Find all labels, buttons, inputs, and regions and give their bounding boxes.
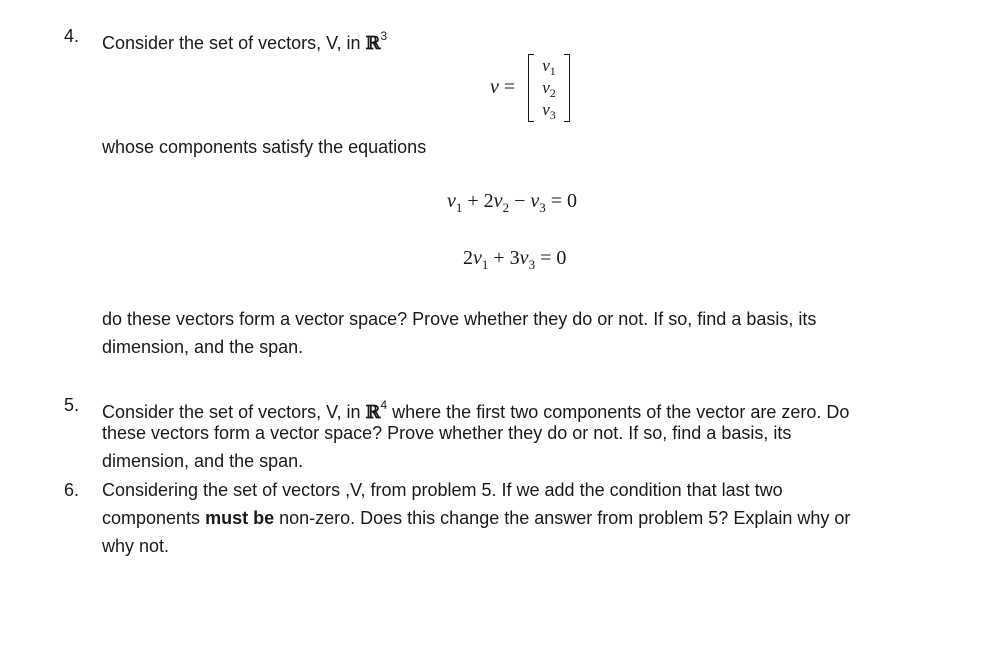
real-space-symbol: ℝ xyxy=(365,33,381,54)
problem-5-line-1-post: where the first two components of the vector are zero. Do xyxy=(387,402,850,422)
real-space-exponent: 4 xyxy=(380,398,388,412)
eq2-var: v xyxy=(473,247,482,269)
matrix-entry-index: 2 xyxy=(549,86,556,100)
eq1-sub: 1 xyxy=(455,200,463,215)
eq2-coef: 2 xyxy=(463,247,473,269)
eq1-var: v xyxy=(530,190,540,212)
problem-6-line-3: why not. xyxy=(102,536,170,556)
matrix-entry-index: 1 xyxy=(549,64,556,78)
matrix-entry-index: 3 xyxy=(549,108,556,122)
problem-6-line-2-post: non-zero. Does this change the answer from problem 5? Explain why or xyxy=(274,508,851,528)
problem-6-line-2-pre: components xyxy=(102,508,206,528)
eq1-var: v xyxy=(447,190,456,212)
problem-4-question-line-2: dimension, and the span. xyxy=(102,337,304,357)
eq1-sub: 3 xyxy=(539,200,546,215)
matrix-entry xyxy=(534,100,564,125)
matrix-entry-symbol: v xyxy=(542,100,550,119)
eq2-sub: 1 xyxy=(481,257,489,272)
problem-6-emphasis: must be xyxy=(205,508,275,528)
problem-6-line-2 xyxy=(102,504,850,532)
problem-6-line-1: Considering the set of vectors ,V, from problem 5. If we add the condition that last two xyxy=(102,480,783,500)
vector-definition-lhs xyxy=(490,76,515,99)
eq2-sub: 3 xyxy=(528,257,536,272)
eq1-op: − xyxy=(509,190,531,212)
matrix-right-bracket xyxy=(564,54,570,122)
problem-4-intro-text: Consider the set of vectors, V, in xyxy=(102,33,366,53)
problem-5-line-1-pre: Consider the set of vectors, V, in xyxy=(102,402,366,422)
problem-5-line-2: these vectors form a vector space? Prove whether they do or not. If so, find a basis, its xyxy=(102,423,792,443)
eq1-rhs: = 0 xyxy=(545,190,578,212)
equation-1 xyxy=(447,190,577,216)
vector-symbol: v xyxy=(490,76,499,98)
problem-5-number: 5. xyxy=(64,395,80,415)
real-space-exponent: 3 xyxy=(380,29,388,43)
eq1-var: v xyxy=(493,190,503,212)
problem-4-intro xyxy=(102,22,387,58)
problem-4-number: 4. xyxy=(64,26,80,46)
matrix-entry-symbol: v xyxy=(542,56,550,75)
eq2-op: + 3 xyxy=(488,247,520,269)
matrix-entry-symbol: v xyxy=(542,78,550,97)
component-vector-matrix xyxy=(528,54,570,122)
problem-4-question-line-1: do these vectors form a vector space? Prove whether they do or not. If so, find a basis, its xyxy=(102,309,817,329)
eq2-rhs: = 0 xyxy=(535,247,567,269)
problem-4-condition-text: whose components satisfy the equations xyxy=(102,137,427,157)
eq2-var: v xyxy=(519,247,529,269)
problem-6-number: 6. xyxy=(64,480,80,500)
eq1-op: + 2 xyxy=(462,190,494,212)
real-space-symbol: ℝ xyxy=(365,402,381,423)
eq1-sub: 2 xyxy=(502,200,510,215)
vector-equals: = xyxy=(503,76,516,98)
problem-5-line-3: dimension, and the span. xyxy=(102,451,304,471)
equation-2 xyxy=(463,247,566,273)
